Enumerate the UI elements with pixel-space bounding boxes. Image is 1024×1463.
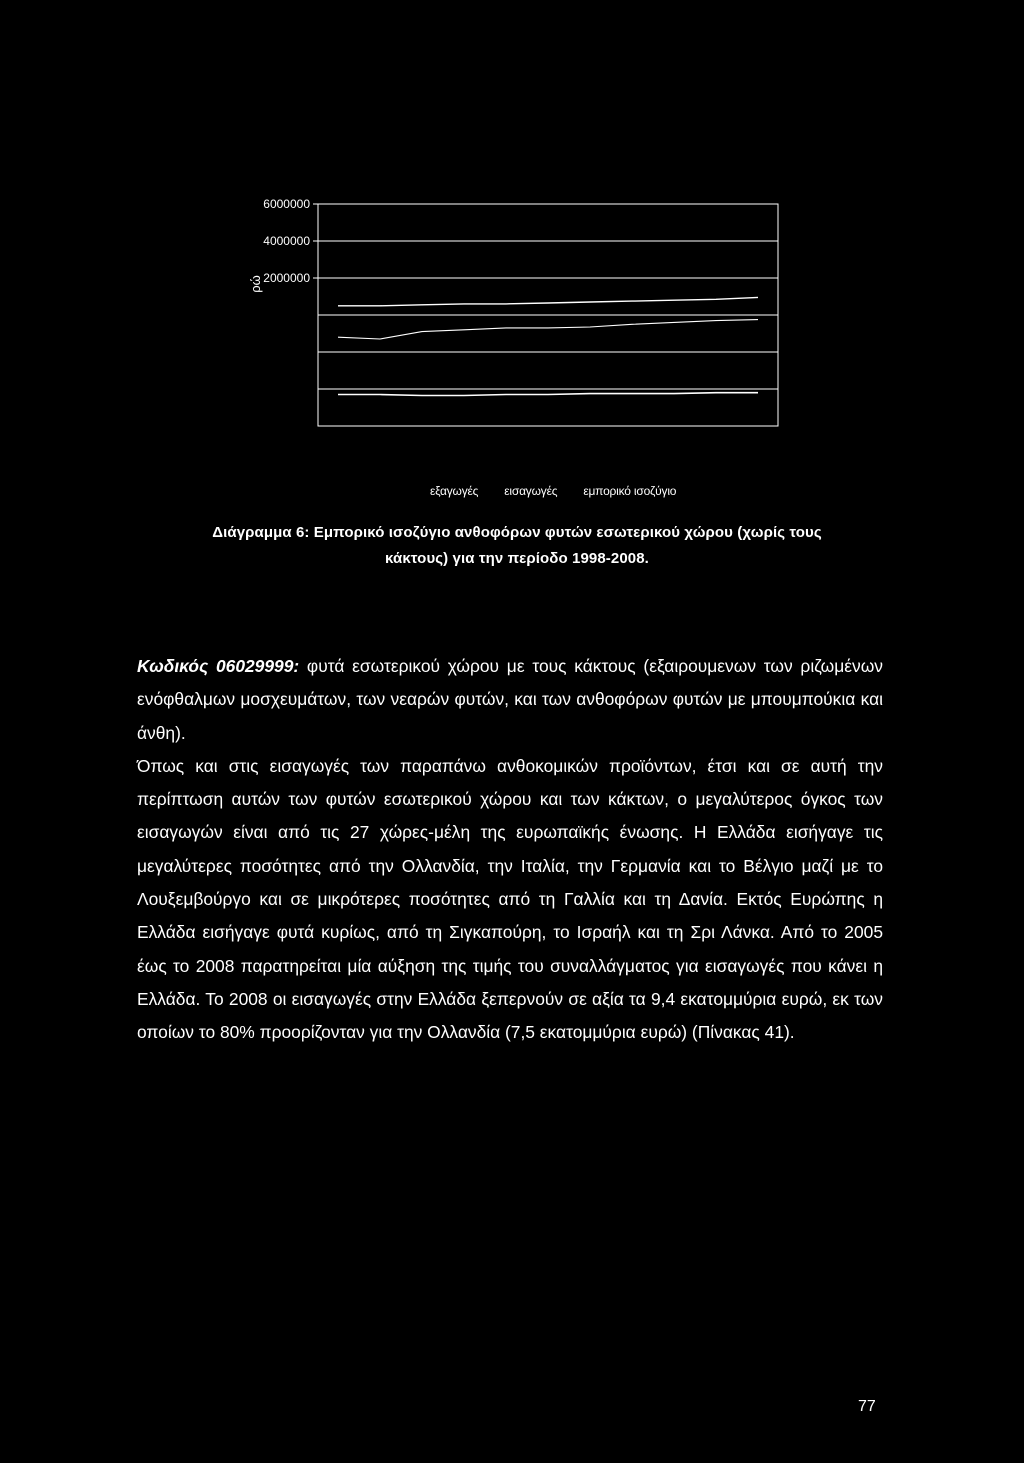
legend-imports: εισαγωγές	[504, 484, 558, 498]
caption-line-2: κάκτους) για την περίοδο 1998-2008.	[385, 550, 649, 567]
figure-caption	[137, 520, 897, 572]
y-axis-title: ρώ	[248, 275, 263, 293]
series-line-2	[338, 320, 758, 339]
code-label: Κωδικός 06029999:	[137, 656, 300, 676]
series-line-3	[338, 393, 758, 396]
chart-legend	[430, 484, 676, 498]
legend-balance: εμπορικό ισοζύγιο	[583, 484, 677, 498]
caption-line-1: Διάγραμμα 6: Εμπορικό ισοζύγιο ανθοφόρων φυτών εσωτερικού χώρου (χωρίς τους	[212, 524, 822, 541]
code-description: φυτά εσωτερικού χώρου με τους κάκτους (εξαιρουμενων των ριζωμένων ενόφθαλμων μοσχευμάτων, των νεαρών φυτών, και των ανθοφόρων φυτών με μπουμπούκια και άνθη).	[137, 656, 884, 743]
chart-svg	[240, 180, 800, 440]
code-paragraph	[137, 650, 883, 750]
y-tick-label: 4000000	[263, 234, 310, 248]
imports-paragraph: Όπως και στις εισαγωγές των παραπάνω ανθοκομικών προϊόντων, έτσι και σε αυτή την περίπτωση αυτών των φυτών εσωτερικού χώρου και των κάκτων, ο μεγαλύτερος όγκος των εισαγωγών είναι από τις 27 χώρες-μέλη της ευρωπαϊκής ένωσης. Η Ελλάδα εισήγαγε τις μεγαλύτερες ποσότητες από την Ολλανδία, την Ιταλία, την Γερμανία και το Βέλγιο μαζί με το Λουξεμβούργο και σε μικρότερες ποσότητες από τη Γαλλία και τη Δανία. Εκτός Ευρώπης η Ελλάδα εισήγαγε φυτά κυρίως, από τη Σιγκαπούρη, το Ισραήλ και τη Σρι Λάνκα. Από το 2005 έως το 2008 παρατηρείται μία αύξηση της τιμής του συναλλάγματος για εισαγωγές που κάνει η Ελλάδα. Το 2008 οι εισαγωγές στην Ελλάδα ξεπερνούν σε αξία τα 9,4 εκατομμύρια ευρώ, εκ των οποίων το 80% προορίζονταν για την Ολλανδία (7,5 εκατομμύρια ευρώ) (Πίνακας 41).	[137, 755, 883, 1043]
y-tick-label: 6000000	[263, 197, 310, 211]
series-line-1	[338, 297, 758, 305]
trade-balance-chart	[240, 180, 800, 510]
y-tick-label: 2000000	[263, 271, 310, 285]
page-number: 77	[858, 1398, 876, 1415]
body-text	[137, 650, 883, 1050]
legend-exports: εξαγωγές	[430, 484, 479, 498]
